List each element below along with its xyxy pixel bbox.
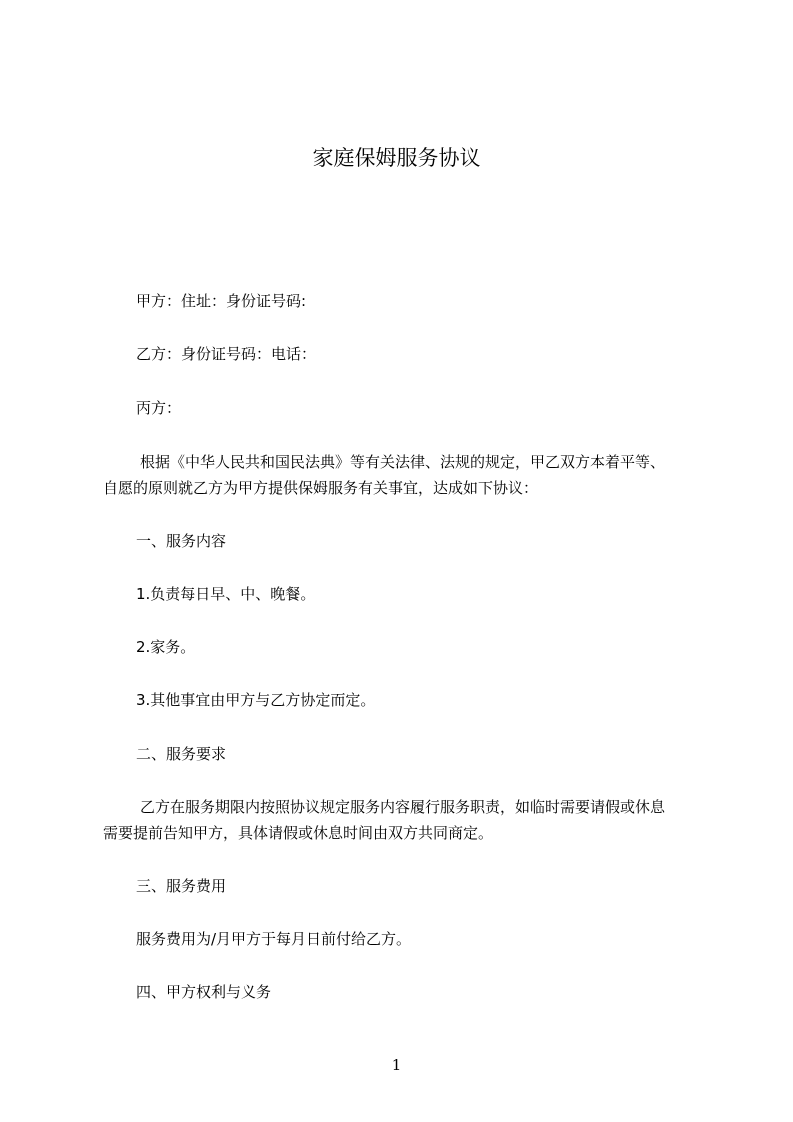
section-1-item-3: 3.其他事宜由甲方与乙方协定而定。	[136, 691, 376, 709]
section-2-line-2: 需要提前告知甲方，具体请假或休息时间由双方共同商定。	[103, 824, 494, 842]
party-b-line: 乙方：身份证号码：电话：	[136, 345, 317, 363]
section-2-heading: 二、服务要求	[136, 745, 227, 763]
preamble-line-1: 根据《中华人民共和国民法典》等有关法律、法规的规定，甲乙双方本着平等、	[140, 453, 666, 471]
page-number: 1	[391, 1056, 402, 1074]
section-3-heading: 三、服务费用	[136, 877, 227, 895]
preamble-paragraph	[103, 449, 703, 501]
section-1-heading: 一、服务内容	[136, 532, 227, 550]
party-c-line: 丙方：	[136, 399, 182, 417]
section-1-item-2: 2.家务。	[136, 638, 196, 656]
section-3-text: 服务费用为/月甲方于每月日前付给乙方。	[136, 930, 412, 948]
document-title: 家庭保姆服务协议	[312, 146, 481, 170]
section-2-paragraph	[103, 794, 703, 846]
section-1-item-1: 1.负责每日早、中、晚餐。	[136, 585, 316, 603]
section-2-line-1: 乙方在服务期限内按照协议规定服务内容履行服务职责，如临时需要请假或休息	[140, 798, 666, 816]
section-4-heading: 四、甲方权利与义务	[136, 983, 272, 1001]
party-a-line: 甲方：住址：身份证号码:	[136, 292, 307, 310]
preamble-line-2: 自愿的原则就乙方为甲方提供保姆服务有关事宜，达成如下协议：	[103, 479, 539, 497]
